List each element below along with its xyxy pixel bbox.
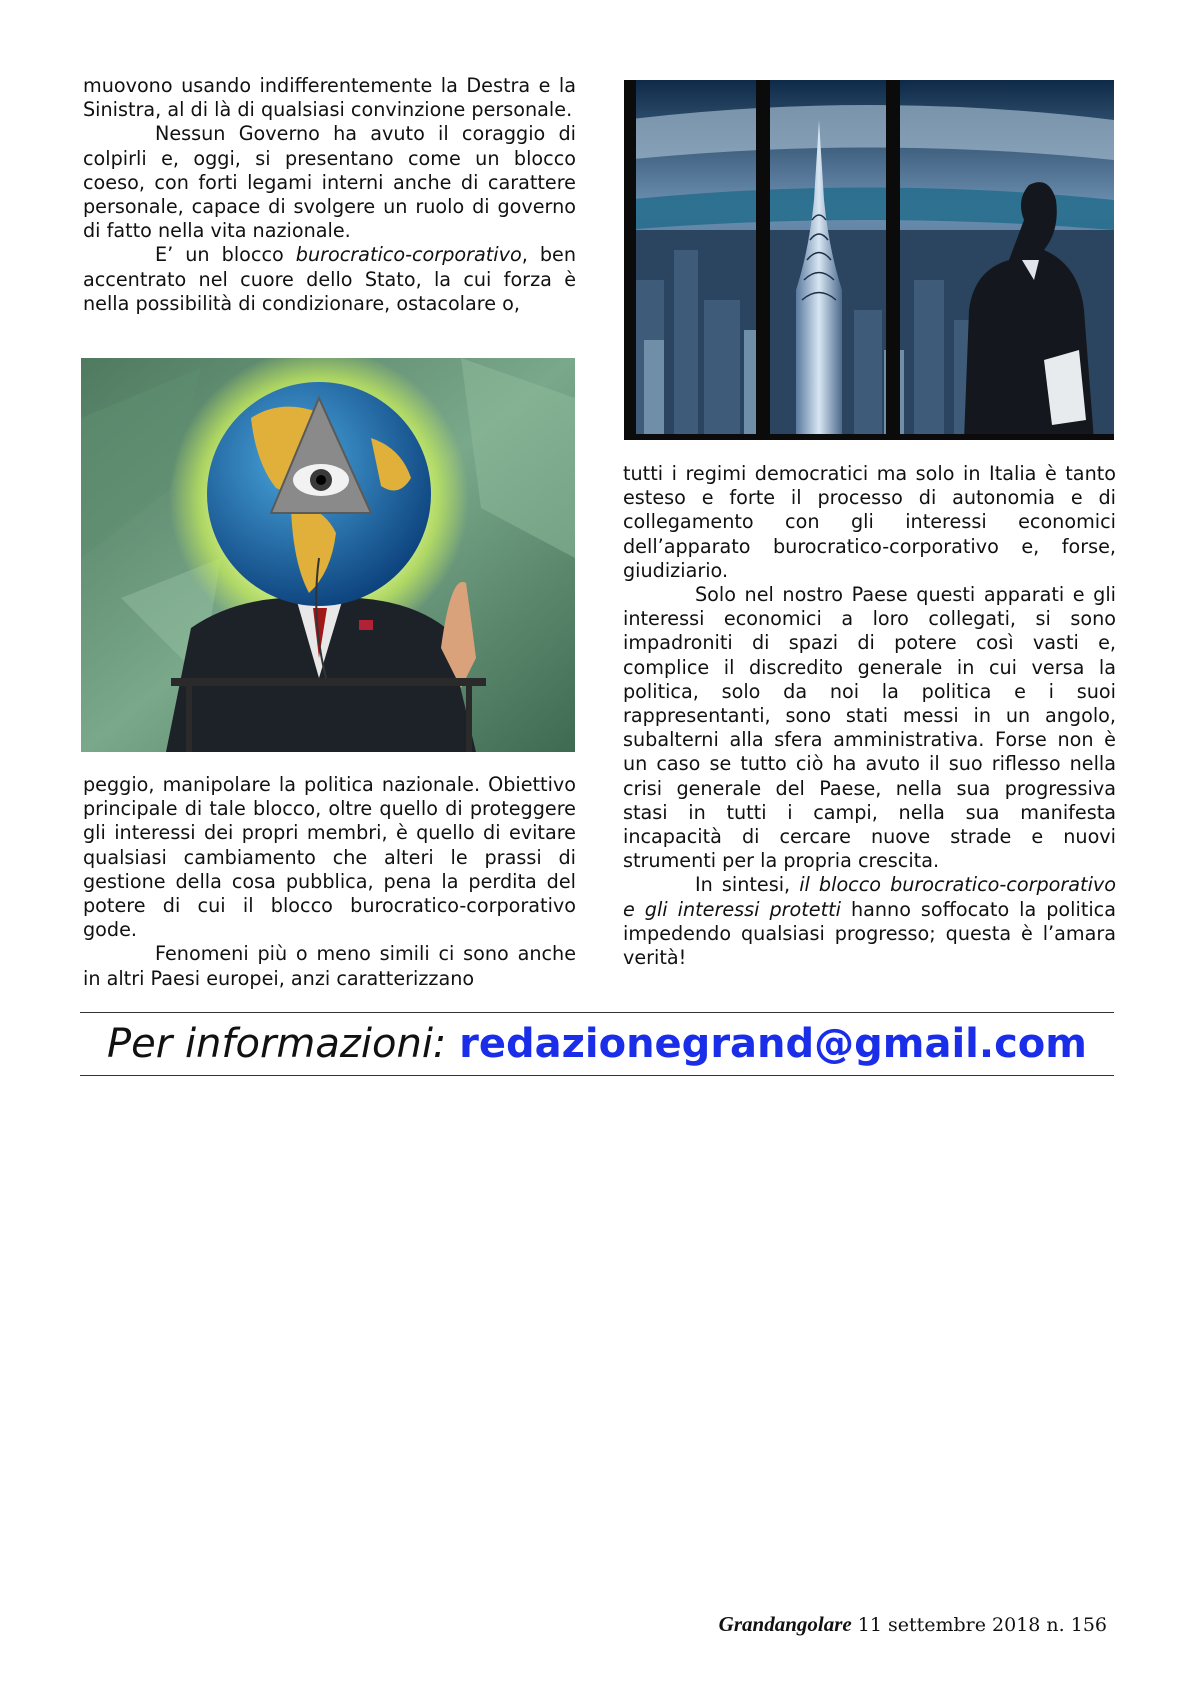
text-run: hanno soffocato la politica impedendo qualsiasi progresso; questa è l’amara verità! xyxy=(623,897,1116,970)
text-run: E’ un blocco xyxy=(155,243,296,267)
paragraph: Nessun Governo ha avuto il coraggio di colpirli e, oggi, si presentano come un blocco coeso, con forti legami interni anche di carattere personale, capace di svolgere un ruolo di governo di fatto nella vita nazionale. xyxy=(83,122,576,243)
globe-head-illustration xyxy=(81,358,575,752)
paragraph: muovono usando indifferentemente la Destra e la Sinistra, al di là di qualsiasi convinzione personale. xyxy=(83,74,576,122)
magazine-name: Grandangolare xyxy=(718,1612,852,1636)
paragraph: tutti i regimi democratici ma solo in Italia è tanto esteso e forte il processo di autonomia e di collegamento con gli interessi economici dell’apparato burocratico-corporativo e, forse, giudiziario. xyxy=(623,462,1116,582)
contact-email-link[interactable]: redazionegrand@gmail.com xyxy=(459,1021,1087,1067)
paragraph: Solo nel nostro Paese questi apparati e gli interessi economici a loro collegati, si sono impadroniti di spazi di potere così vasti e, complice il discredito generale in cui versa la politica, solo da noi la politica e i suoi rappresentanti, sono stati messi in un angolo, subalterni alla sfera amministrativa. Forse non è un caso se tutto ciò ha avuto il suo riflesso nella crisi generale del Paese, nella sua progressiva stasi in tutti i campi, nella sua manifesta incapacità di cercare nuove strade e nuovi strumenti per la propria crescita. xyxy=(623,583,1116,873)
emphasis: burocratico-corporativo xyxy=(295,243,522,267)
issue-info: 11 settembre 2018 n. 156 xyxy=(857,1614,1107,1636)
article-column-right-bottom xyxy=(623,462,1116,970)
article-column-left-top xyxy=(83,74,576,316)
skyscraper-window-illustration xyxy=(624,80,1114,440)
page-footer xyxy=(719,1612,1107,1637)
text-run: , ben accentrato nel cuore dello Stato, la cui forza è nella possibilità di condizionare, ostacolare o, xyxy=(83,243,576,315)
article-column-left-bottom xyxy=(83,773,576,991)
contact-label: Per informazioni: xyxy=(107,1021,447,1067)
paragraph: peggio, manipolare la politica nazionale. Obiettivo principale di tale blocco, oltre quello di proteggere gli interessi dei propri membri, è quello di evitare qualsiasi cambiamento che alteri le prassi di gestione della cosa pubblica, pena la perdita del potere di cui il blocco burocratico-corporativo gode. xyxy=(83,773,576,942)
paragraph: Fenomeni più o meno simili ci sono anche in altri Paesi europei, anzi caratterizzano xyxy=(83,942,576,990)
emphasis: il blocco burocratico-corporativo e gli interessi protetti xyxy=(623,873,1117,921)
paragraph xyxy=(623,873,1116,970)
text-run: In sintesi, xyxy=(695,873,800,897)
paragraph xyxy=(83,243,576,316)
contact-banner xyxy=(80,1013,1114,1075)
divider-bottom xyxy=(80,1075,1114,1076)
